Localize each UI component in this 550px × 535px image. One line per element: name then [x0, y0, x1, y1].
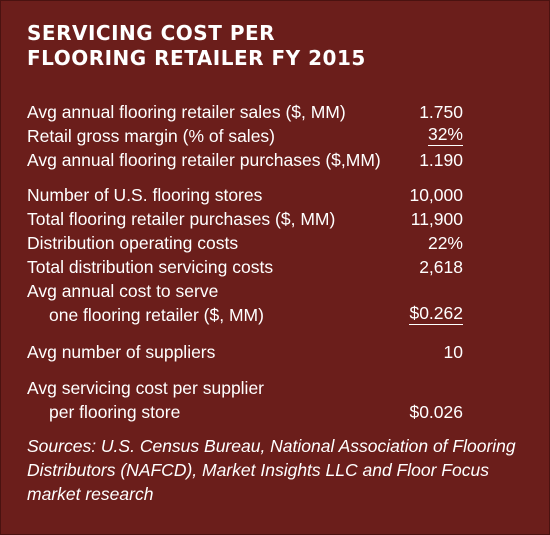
row-total-purchases: [27, 207, 463, 231]
row-value: $0.262: [409, 303, 463, 323]
row-value: 2,618: [419, 257, 463, 277]
row-value: 32%: [427, 124, 463, 144]
row-label: Avg annual flooring retailer purchases ($,MM): [27, 150, 381, 170]
sources-note: Sources: U.S. Census Bureau, National Association of Flooring Distributors (NAFCD), Market Insights LLC and Floor Focus market research: [27, 436, 516, 504]
row-label: Avg annual flooring retailer sales ($, MM): [27, 102, 346, 122]
row-gross-margin: [27, 124, 463, 148]
row-retailer-sales: [27, 100, 463, 124]
title-line-2: FLOORING RETAILER FY 2015: [27, 46, 366, 70]
row-cost-to-serve-heading: [27, 279, 463, 303]
row-distribution-operating-costs: [27, 231, 463, 255]
row-value: 10: [443, 342, 463, 362]
row-value: 1.190: [419, 150, 463, 170]
table-title: [27, 21, 366, 71]
row-value: 1.750: [419, 102, 463, 122]
row-label: Avg number of suppliers: [27, 342, 216, 362]
row-cost-per-supplier-heading: [27, 376, 463, 400]
row-label: Retail gross margin (% of sales): [27, 126, 275, 146]
row-value: 10,000: [409, 185, 463, 205]
row-value: $0.026: [409, 402, 463, 422]
title-line-1: SERVICING COST PER: [27, 21, 276, 45]
row-number-of-stores: [27, 183, 463, 207]
row-value: 11,900: [410, 209, 463, 229]
row-total-servicing-costs: [27, 255, 463, 279]
row-value: 22%: [427, 233, 463, 253]
row-cost-to-serve: [27, 303, 463, 327]
row-label: one flooring retailer ($, MM): [49, 305, 264, 325]
row-number-of-suppliers: [27, 340, 463, 364]
row-cost-per-supplier: [27, 400, 463, 424]
row-label: per flooring store: [49, 402, 181, 422]
row-label: Avg annual cost to serve: [27, 281, 219, 301]
row-retailer-purchases: [27, 148, 463, 172]
row-label: Total flooring retailer purchases ($, MM): [27, 209, 336, 229]
row-label: Distribution operating costs: [27, 233, 239, 253]
row-label: Total distribution servicing costs: [27, 257, 274, 277]
row-label: Number of U.S. flooring stores: [27, 185, 263, 205]
row-label: Avg servicing cost per supplier: [27, 378, 265, 398]
